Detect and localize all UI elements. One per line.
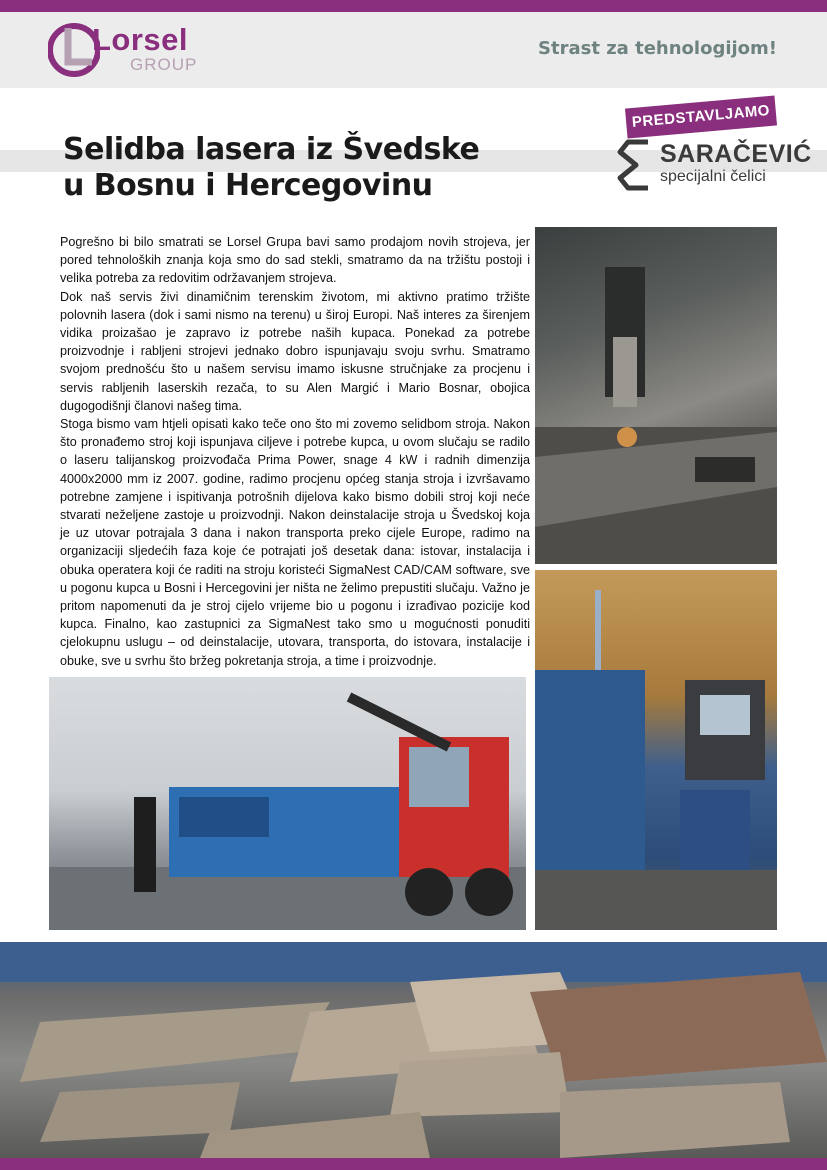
crane-photo-illustration (49, 677, 526, 930)
partner-subtitle: specijalni čelici (660, 168, 766, 185)
title-line-1: Selidba lasera iz Švedske (63, 132, 480, 167)
laser-photo-illustration (535, 227, 777, 564)
article-body (60, 233, 530, 670)
article-title (63, 132, 479, 204)
control-photo-illustration (535, 570, 777, 930)
photo-cut-steel-plates (0, 942, 827, 1158)
bottom-accent-bar (0, 1158, 827, 1170)
plates-photo-illustration (0, 942, 827, 1158)
title-line-2: u Bosnu i Hercegovinu (63, 168, 433, 203)
lorsel-logo (48, 18, 198, 80)
top-accent-bar (0, 0, 827, 12)
paragraph-2: Dok naš servis živi dinamičnim terenskim životom, mi aktivno pratimo tržište polovnih lasera (dok i sami nismo na terenu) u široj Europi. Naš interes za širenjem vidika proizašao je zapravo iz potrebe naših kupaca. Ponekad za potrebe proizvodnje i rabljeni strojevi jednako dobro ispunjavaju svoju svrhu. Smatramo svojom prednošću što u našem servisu imamo iskusne stručnjake za procjenu i servis rabljenih laserskih rezača, to su Alen Margić i Mario Bosnar, obojica dugogodišnji članovi našeg tima. (60, 289, 530, 413)
partner-name: SARAČEVIĆ (660, 140, 812, 168)
paragraph-3: Stoga bismo vam htjeli opisati kako teče ono što mi zovemo selidbom stroja. Nakon što pronađemo stroj koji ispunjava ciljeve i potrebe kupca, u ovom slučaju se radilo o laseru talijanskog proizvođača Prima Power, snage 4 kW i radnih dimenzija 4000x2000 mm iz 2007. godine, radimo procjenu općeg stanja stroja i izvršavamo potrebne zamjene i ispitivanja potrošnih dijelova kako bismo dobili stroj koji neće stvarati neželjene zastoje u proizvodnji. Nakon deinstalacije stroja u Švedskoj koja je uz utovar potrajala 3 dana i nakon transporta preko cijele Europe, radimo na organizaciji sljedećih faza koje će potrajati još desetak dana: istovar, instalacija i obuka operatera koji će raditi na stroju koristeći SigmaNest CAD/CAM software, sve u pogonu kupca u Bosni i Hercegovini jer ništa ne želimo prepustiti slučaju. Važno je pritom napomenuti da je stroj cijelo vrijeme bio u pogonu i izrađivao pozicije kod kupca. Finalno, kao zastupnici za SigmaNest tako smo u mogućnosti ponuditi cjelokupnu uslugu – od deinstalacije, utovara, transporta, do istovara, instalacije i obuke, sve u svrhu što bržeg pokretanja stroja, a time i proizvodnje. (60, 417, 530, 668)
saracevic-logo-mark-icon (616, 138, 656, 192)
photo-crane-unloading-laser (49, 677, 526, 930)
paragraph-1: Pogrešno bi bilo smatrati se Lorsel Grupa bavi samo prodajom novih strojeva, jer pored tehnoloških znanja koja smo do sad stekli, smatramo da na tržištu postoji i velika potreba za redovitim održavanjem strojeva. (60, 235, 530, 286)
tagline: Strast za tehnologijom! (538, 38, 777, 59)
logo-group: GROUP (130, 55, 198, 74)
logo-name: Lorsel (92, 22, 189, 57)
badge-predstavljamo: PREDSTAVLJAMO (625, 96, 777, 139)
photo-control-panel (535, 570, 777, 930)
partner-logo (616, 138, 812, 194)
photo-laser-cutting-head (535, 227, 777, 564)
